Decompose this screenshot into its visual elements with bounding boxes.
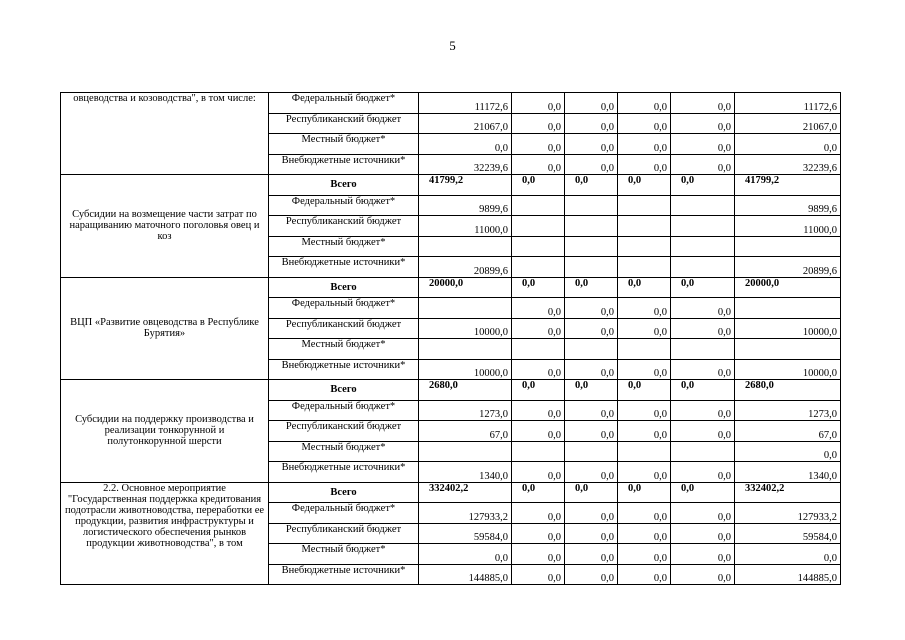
total-value-cell: 332402,2 [735, 482, 841, 503]
value-cell: 0,0 [671, 380, 735, 401]
value-cell: 0,0 [618, 113, 671, 134]
value-cell: 0,0 [565, 544, 618, 565]
value-cell: 0,0 [512, 134, 565, 155]
value-cell: 0,0 [565, 523, 618, 544]
value-cell [419, 339, 512, 360]
table-row [61, 380, 841, 401]
value-cell: 0,0 [512, 154, 565, 175]
funding-source-cell: Внебюджетные источники* [269, 154, 419, 175]
funding-source-cell: Внебюджетные источники* [269, 564, 419, 585]
value-cell [618, 195, 671, 216]
value-cell: 0,0 [671, 564, 735, 585]
value-cell [512, 441, 565, 462]
value-cell: 0,0 [419, 544, 512, 565]
value-cell: 0,0 [618, 400, 671, 421]
value-cell: 0,0 [618, 298, 671, 319]
funding-source-cell: Местный бюджет* [269, 544, 419, 565]
total-value-cell: 1273,0 [735, 400, 841, 421]
funding-source-cell: Республиканский бюджет [269, 523, 419, 544]
value-cell [618, 236, 671, 257]
funding-source-cell: Федеральный бюджет* [269, 400, 419, 421]
total-value-cell [735, 339, 841, 360]
value-cell [512, 216, 565, 237]
funding-source-cell: Всего [269, 482, 419, 503]
measure-name-cell: 2.2. Основное мероприятие "Государственная поддержка кредитования подотрасли животноводства, переработки ее продукции, развития инфраструктуры и логистического обеспечения рынков продукции животноводства", в том [61, 482, 269, 585]
value-cell [565, 257, 618, 278]
value-cell [512, 257, 565, 278]
funding-source-cell: Федеральный бюджет* [269, 503, 419, 524]
value-cell: 0,0 [671, 113, 735, 134]
value-cell: 0,0 [419, 134, 512, 155]
funding-source-cell: Федеральный бюджет* [269, 195, 419, 216]
total-value-cell: 0,0 [735, 544, 841, 565]
value-cell: 0,0 [671, 318, 735, 339]
value-cell: 32239,6 [419, 154, 512, 175]
value-cell: 0,0 [512, 175, 565, 196]
table-row [61, 277, 841, 298]
value-cell: 0,0 [565, 93, 618, 114]
value-cell: 0,0 [512, 93, 565, 114]
value-cell: 0,0 [618, 503, 671, 524]
value-cell: 0,0 [671, 175, 735, 196]
value-cell: 0,0 [618, 544, 671, 565]
value-cell [618, 441, 671, 462]
value-cell: 0,0 [618, 523, 671, 544]
value-cell [512, 195, 565, 216]
funding-source-cell: Местный бюджет* [269, 339, 419, 360]
total-value-cell: 32239,6 [735, 154, 841, 175]
value-cell: 0,0 [565, 359, 618, 380]
value-cell: 0,0 [618, 359, 671, 380]
funding-source-cell: Федеральный бюджет* [269, 93, 419, 114]
funding-source-cell: Всего [269, 380, 419, 401]
value-cell: 0,0 [671, 462, 735, 483]
value-cell: 0,0 [618, 93, 671, 114]
total-value-cell: 41799,2 [735, 175, 841, 196]
value-cell: 1273,0 [419, 400, 512, 421]
measure-name-cell: овцеводства и козоводства", в том числе: [61, 93, 269, 175]
value-cell: 0,0 [618, 154, 671, 175]
value-cell: 11000,0 [419, 216, 512, 237]
funding-source-cell: Внебюджетные источники* [269, 359, 419, 380]
value-cell: 0,0 [565, 154, 618, 175]
total-value-cell [735, 236, 841, 257]
value-cell [671, 195, 735, 216]
value-cell: 0,0 [671, 523, 735, 544]
value-cell [671, 441, 735, 462]
total-value-cell: 10000,0 [735, 318, 841, 339]
value-cell [565, 195, 618, 216]
value-cell: 0,0 [618, 175, 671, 196]
value-cell: 0,0 [671, 134, 735, 155]
value-cell: 0,0 [671, 400, 735, 421]
total-value-cell: 20899,6 [735, 257, 841, 278]
total-value-cell [735, 298, 841, 319]
value-cell: 0,0 [671, 503, 735, 524]
value-cell: 0,0 [512, 277, 565, 298]
total-value-cell: 9899,6 [735, 195, 841, 216]
value-cell: 67,0 [419, 421, 512, 442]
value-cell: 21067,0 [419, 113, 512, 134]
value-cell: 11172,6 [419, 93, 512, 114]
value-cell: 0,0 [565, 175, 618, 196]
value-cell: 0,0 [512, 482, 565, 503]
value-cell: 2680,0 [419, 380, 512, 401]
value-cell: 0,0 [565, 503, 618, 524]
value-cell: 10000,0 [419, 318, 512, 339]
value-cell: 0,0 [512, 298, 565, 319]
value-cell: 9899,6 [419, 195, 512, 216]
value-cell: 0,0 [671, 154, 735, 175]
value-cell: 0,0 [671, 359, 735, 380]
value-cell [565, 339, 618, 360]
value-cell: 0,0 [565, 298, 618, 319]
value-cell: 0,0 [618, 482, 671, 503]
funding-source-cell: Внебюджетные источники* [269, 257, 419, 278]
value-cell: 0,0 [565, 482, 618, 503]
value-cell [565, 236, 618, 257]
value-cell: 0,0 [565, 400, 618, 421]
funding-source-cell: Республиканский бюджет [269, 216, 419, 237]
total-value-cell: 11000,0 [735, 216, 841, 237]
value-cell: 0,0 [512, 113, 565, 134]
total-value-cell: 67,0 [735, 421, 841, 442]
value-cell: 0,0 [512, 318, 565, 339]
total-value-cell: 2680,0 [735, 380, 841, 401]
value-cell: 1340,0 [419, 462, 512, 483]
value-cell [565, 216, 618, 237]
value-cell: 0,0 [512, 523, 565, 544]
funding-source-cell: Республиканский бюджет [269, 318, 419, 339]
value-cell: 0,0 [565, 318, 618, 339]
value-cell [419, 236, 512, 257]
value-cell: 0,0 [618, 134, 671, 155]
table-row [61, 175, 841, 196]
value-cell: 0,0 [512, 564, 565, 585]
table-row [61, 93, 841, 114]
value-cell: 20899,6 [419, 257, 512, 278]
value-cell: 0,0 [671, 93, 735, 114]
value-cell: 332402,2 [419, 482, 512, 503]
budget-table [60, 92, 841, 585]
value-cell: 0,0 [671, 277, 735, 298]
value-cell [671, 257, 735, 278]
value-cell [512, 236, 565, 257]
page-number: 5 [449, 38, 456, 53]
value-cell: 0,0 [618, 564, 671, 585]
value-cell: 41799,2 [419, 175, 512, 196]
value-cell: 0,0 [565, 421, 618, 442]
funding-source-cell: Всего [269, 277, 419, 298]
funding-source-cell: Местный бюджет* [269, 236, 419, 257]
table-row [61, 482, 841, 503]
value-cell: 10000,0 [419, 359, 512, 380]
value-cell: 0,0 [565, 380, 618, 401]
funding-source-cell: Всего [269, 175, 419, 196]
measure-name-cell: Субсидии на поддержку производства и реализации тонкорунной и полутонкорунной шерсти [61, 380, 269, 483]
value-cell: 0,0 [565, 113, 618, 134]
funding-source-cell: Местный бюджет* [269, 441, 419, 462]
value-cell: 0,0 [565, 564, 618, 585]
value-cell [419, 441, 512, 462]
value-cell: 0,0 [671, 544, 735, 565]
funding-source-cell: Местный бюджет* [269, 134, 419, 155]
funding-source-cell: Республиканский бюджет [269, 421, 419, 442]
total-value-cell: 11172,6 [735, 93, 841, 114]
funding-source-cell: Федеральный бюджет* [269, 298, 419, 319]
value-cell [671, 236, 735, 257]
funding-source-cell: Внебюджетные источники* [269, 462, 419, 483]
value-cell: 0,0 [512, 544, 565, 565]
value-cell [618, 339, 671, 360]
total-value-cell: 144885,0 [735, 564, 841, 585]
value-cell [512, 339, 565, 360]
value-cell [671, 216, 735, 237]
value-cell: 0,0 [671, 421, 735, 442]
value-cell: 0,0 [618, 462, 671, 483]
value-cell [671, 339, 735, 360]
value-cell [618, 216, 671, 237]
value-cell: 0,0 [512, 421, 565, 442]
value-cell: 0,0 [512, 400, 565, 421]
budget-table-body [61, 93, 841, 585]
value-cell [419, 298, 512, 319]
value-cell: 0,0 [565, 134, 618, 155]
value-cell: 144885,0 [419, 564, 512, 585]
total-value-cell: 0,0 [735, 134, 841, 155]
value-cell: 0,0 [618, 421, 671, 442]
value-cell [565, 441, 618, 462]
funding-source-cell: Республиканский бюджет [269, 113, 419, 134]
value-cell: 20000,0 [419, 277, 512, 298]
total-value-cell: 127933,2 [735, 503, 841, 524]
value-cell: 0,0 [512, 462, 565, 483]
total-value-cell: 1340,0 [735, 462, 841, 483]
total-value-cell: 0,0 [735, 441, 841, 462]
value-cell: 0,0 [512, 359, 565, 380]
total-value-cell: 20000,0 [735, 277, 841, 298]
total-value-cell: 59584,0 [735, 523, 841, 544]
value-cell: 0,0 [512, 380, 565, 401]
value-cell: 0,0 [565, 277, 618, 298]
value-cell [618, 257, 671, 278]
total-value-cell: 10000,0 [735, 359, 841, 380]
measure-name-cell: Субсидии на возмещение части затрат по наращиванию маточного поголовья овец и коз [61, 175, 269, 278]
value-cell: 127933,2 [419, 503, 512, 524]
value-cell: 0,0 [565, 462, 618, 483]
value-cell: 0,0 [512, 503, 565, 524]
value-cell: 0,0 [671, 482, 735, 503]
value-cell: 0,0 [618, 277, 671, 298]
value-cell: 0,0 [618, 380, 671, 401]
measure-name-cell: ВЦП «Развитие овцеводства в Республике Бурятия» [61, 277, 269, 380]
value-cell: 0,0 [618, 318, 671, 339]
value-cell: 59584,0 [419, 523, 512, 544]
value-cell: 0,0 [671, 298, 735, 319]
total-value-cell: 21067,0 [735, 113, 841, 134]
